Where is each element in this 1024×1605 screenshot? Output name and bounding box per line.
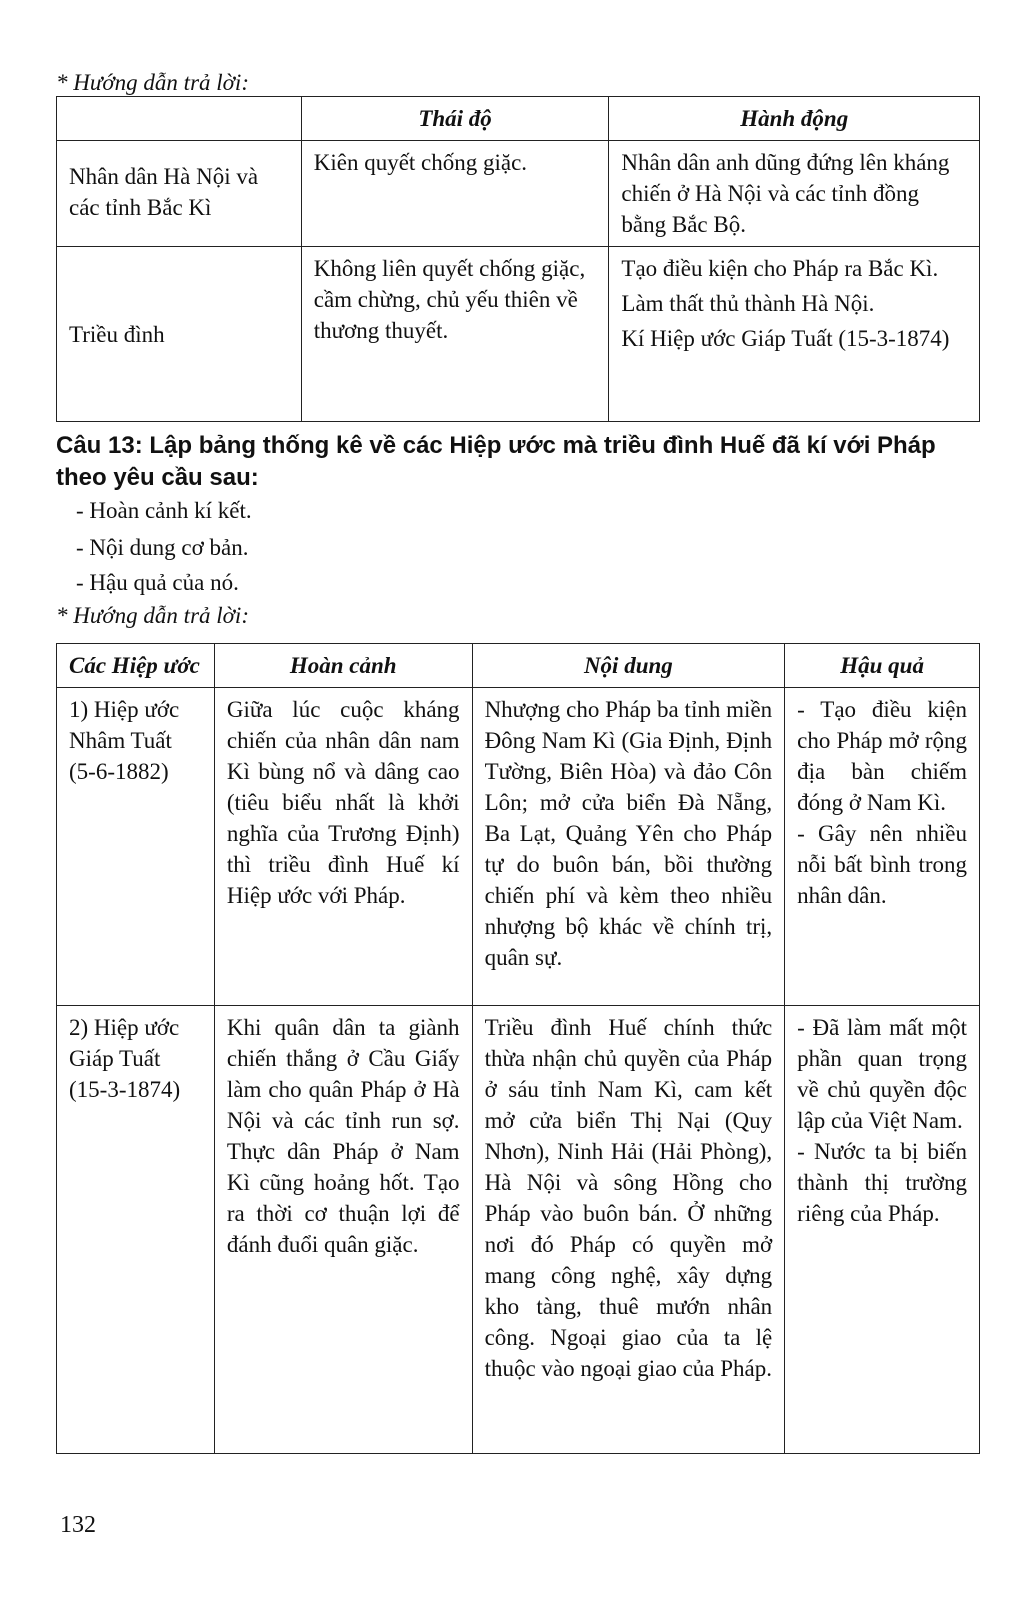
table-header-cell: Thái độ xyxy=(301,97,609,141)
requirement-item: - Hậu quả của nó. xyxy=(76,570,239,595)
consequence-cell xyxy=(785,688,980,1006)
consequence-item: - Tạo điều kiện cho Pháp mở rộng địa bàn chiếm đóng ở Nam Kì. xyxy=(797,697,967,815)
action-item: Kí Hiệp ước Giáp Tuất (15-3-1874) xyxy=(621,326,950,351)
table-header-cell xyxy=(57,97,302,141)
content-cell: Nhượng cho Pháp ba tỉnh miền Đông Nam Kì (Gia Định, Định Tường, Biên Hòa) và đảo Côn Lôn; mở cửa biển Đà Nẵng, Ba Lạt, Quảng Yên cho Pháp tự do buôn bán, bồi thường chiến phí và kèm theo nhiều nhượng bộ khác về chính trị, quân sự. xyxy=(472,688,785,1006)
action-item: Tạo điều kiện cho Pháp ra Bắc Kì. xyxy=(621,256,939,281)
content-cell: Triều đình Huế chính thức thừa nhận chủ quyền của Pháp ở sáu tỉnh Nam Kì, cam kết mở cửa biển Thị Nại (Quy Nhơn), Ninh Hải (Hải Phòng), Hà Nội và sông Hồng cho Pháp vào buôn bán. Ở những nơi đó Pháp có quyền mở mang công nghệ, xây dựng kho tàng, thuê mướn nhân công. Ngoại giao của ta lệ thuộc vào ngoại giao của Pháp. xyxy=(472,1006,785,1454)
consequence-item: - Gây nên nhiều nỗi bất bình trong nhân dân. xyxy=(797,821,967,908)
requirement-item: - Hoàn cảnh kí kết. xyxy=(76,498,252,523)
requirement-item: - Nội dung cơ bản. xyxy=(76,535,249,560)
attitude-cell: Kiên quyết chống giặc. xyxy=(301,141,609,247)
context-cell: Giữa lúc cuộc kháng chiến của nhân dân nam Kì bùng nổ và dâng cao (tiêu biểu nhất là khởi nghĩa của Trương Định) thì triều đình Huế kí Hiệp ước với Pháp. xyxy=(214,688,472,1006)
treaty-name-cell: 1) Hiệp ước Nhâm Tuất (5-6-1882) xyxy=(57,688,215,1006)
consequence-item: - Nước ta bị biến thành thị trường riêng của Pháp. xyxy=(797,1139,967,1226)
action-item: Làm thất thủ thành Hà Nội. xyxy=(621,291,875,316)
table-header-row xyxy=(57,97,980,141)
table-row xyxy=(57,247,980,422)
table-header-cell: Hậu quả xyxy=(785,644,980,688)
answer-guide-label: * Hướng dẫn trả lời: xyxy=(56,603,249,628)
subject-cell: Triều đình xyxy=(57,247,302,422)
table-header-cell: Các Hiệp ước xyxy=(57,644,215,688)
table-header-cell: Hoàn cảnh xyxy=(214,644,472,688)
attitude-cell: Không liên quyết chống giặc, cầm chừng, chủ yếu thiên về thương thuyết. xyxy=(301,247,609,422)
table-header-row xyxy=(57,644,980,688)
answer-guide-label: * Hướng dẫn trả lời: xyxy=(56,70,249,95)
consequence-cell xyxy=(785,1006,980,1454)
action-cell xyxy=(609,141,980,247)
subject-cell: Nhân dân Hà Nội và các tỉnh Bắc Kì xyxy=(57,141,302,247)
table-row xyxy=(57,141,980,247)
treaty-name-cell: 2) Hiệp ước Giáp Tuất (15-3-1874) xyxy=(57,1006,215,1454)
table-row xyxy=(57,688,980,1006)
table-header-cell: Hành động xyxy=(609,97,980,141)
page-number: 132 xyxy=(60,1512,96,1538)
table-header-cell: Nội dung xyxy=(472,644,785,688)
consequence-item: - Đã làm mất một phần quan trọng về chủ quyền độc lập của Việt Nam. xyxy=(797,1015,967,1133)
treaty-table xyxy=(56,643,980,1454)
action-cell xyxy=(609,247,980,422)
action-item: Nhân dân anh dũng đứng lên kháng chiến ở Hà Nội và các tỉnh đồng bằng Bắc Bộ. xyxy=(621,150,950,237)
question-13: Câu 13: Lập bảng thống kê về các Hiệp ước mà triều đình Huế đã kí với Pháp theo yêu cầu sau: xyxy=(56,432,936,491)
attitude-action-table xyxy=(56,96,980,422)
context-cell: Khi quân dân ta giành chiến thắng ở Cầu Giấy làm cho quân Pháp ở Hà Nội và các tỉnh run sợ. Thực dân Pháp ở Nam Kì cũng hoảng hốt. Tạo ra thời cơ thuận lợi để đánh đuổi quân giặc. xyxy=(214,1006,472,1454)
table-row xyxy=(57,1006,980,1454)
